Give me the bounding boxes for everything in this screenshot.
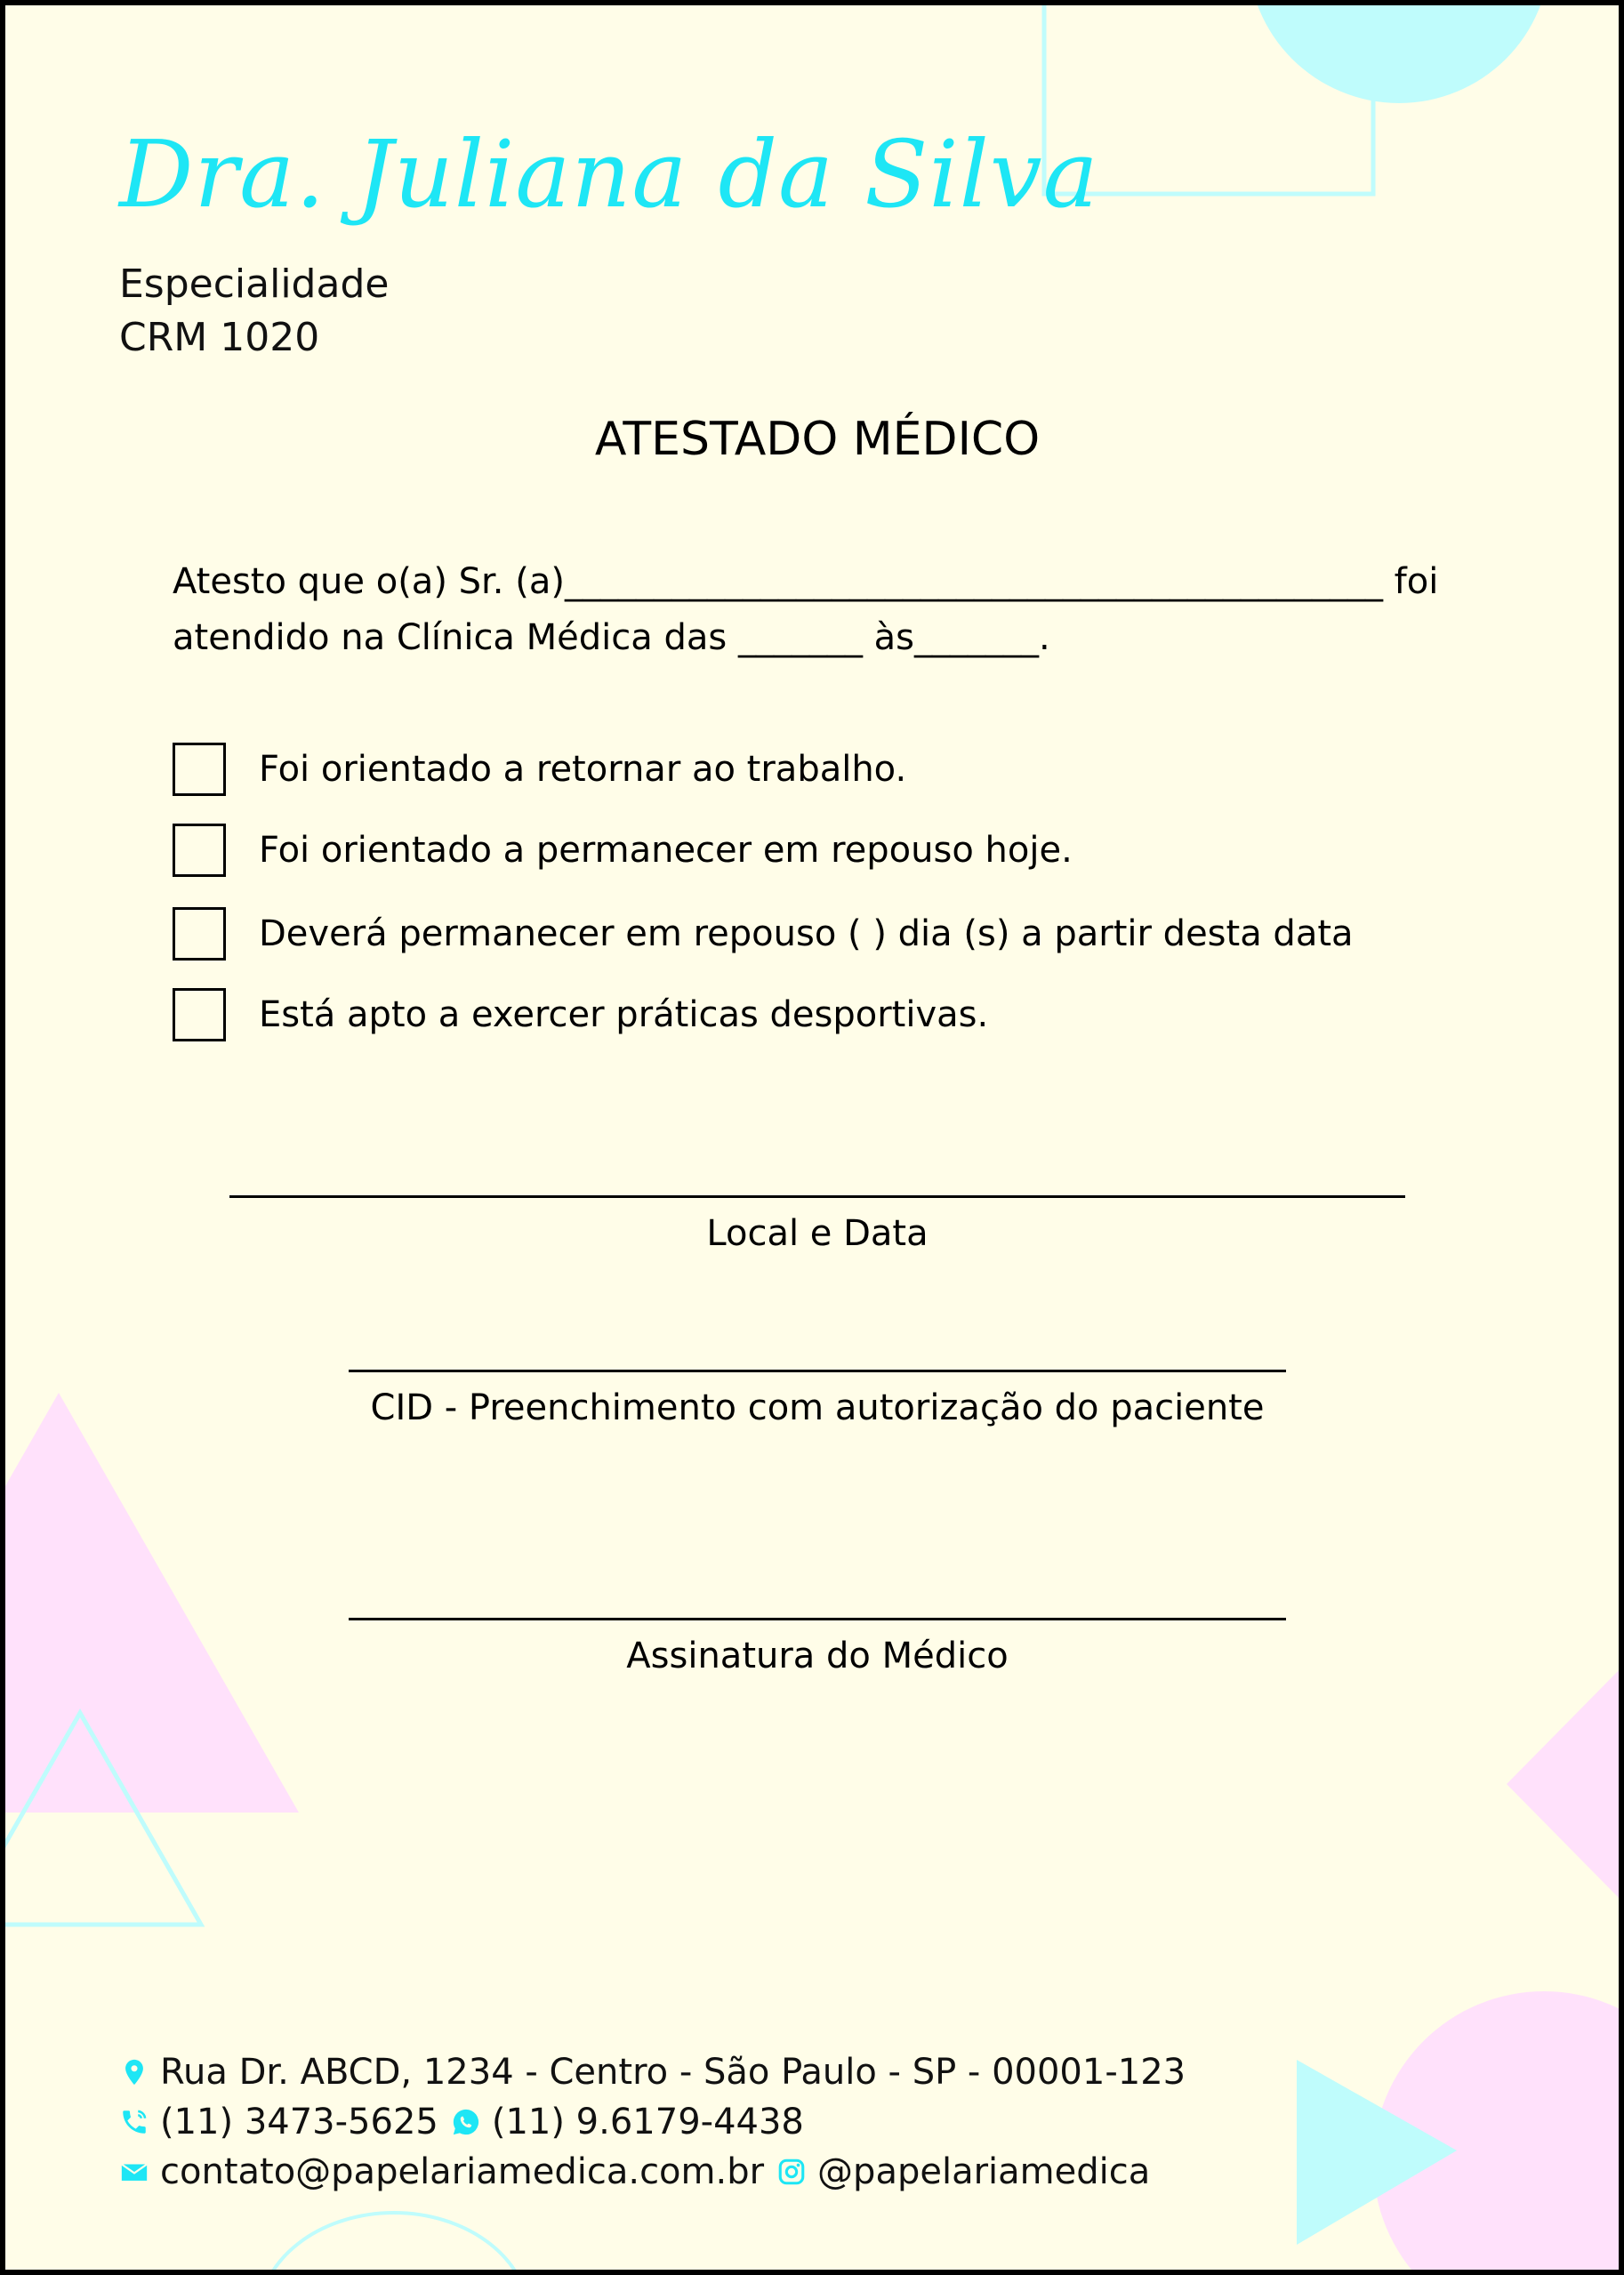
instagram-icon — [776, 2157, 807, 2187]
whatsapp-text: (11) 9.6179-4438 — [491, 2102, 804, 2142]
local-data-caption: Local e Data — [706, 1213, 929, 1254]
option-label: Foi orientado a permanecer em repouso hoje. — [259, 830, 1073, 871]
option-return-to-work[interactable] — [173, 741, 906, 798]
local-data-line — [229, 1195, 1405, 1198]
right-pink-diamond-shape — [1507, 1660, 1624, 1909]
option-rest-days[interactable] — [173, 905, 1354, 962]
doctor-specialty: Especialidade — [119, 261, 390, 307]
option-rest-today[interactable] — [173, 822, 1073, 879]
checkbox[interactable] — [173, 743, 226, 796]
phone-text: (11) 3473-5625 — [160, 2102, 438, 2142]
address-text: Rua Dr. ABCD, 1234 - Centro - São Paulo - SP - 00001-123 — [160, 2052, 1186, 2093]
top-cyan-circle-shape — [1248, 5, 1550, 103]
signature-line — [349, 1618, 1286, 1620]
left-pink-triangle-shape — [5, 1393, 299, 1813]
checkbox[interactable] — [173, 988, 226, 1041]
footer-phones — [119, 2101, 804, 2143]
phone-icon — [119, 2107, 149, 2137]
footer-address — [119, 2051, 1186, 2094]
map-pin-icon — [119, 2057, 149, 2087]
doctor-name: Dra. Juliana da Silva — [119, 120, 1099, 229]
statement-line-1: Atesto que o(a) Sr. (a)______________________________________________ foi — [173, 561, 1439, 602]
signature-caption: Assinatura do Médico — [626, 1636, 1009, 1676]
mail-icon — [119, 2157, 149, 2187]
document-title: ATESTADO MÉDICO — [594, 413, 1041, 466]
checkbox[interactable] — [173, 824, 226, 877]
statement-line-2: atendido na Clínica Médica das _______ às_______. — [173, 617, 1050, 658]
checkbox[interactable] — [173, 907, 226, 961]
bottom-cyan-arc-outline — [259, 2213, 529, 2275]
footer-online — [119, 2150, 1150, 2193]
option-fit-for-sports[interactable] — [173, 986, 988, 1043]
option-label: Deverá permanecer em repouso ( ) dia (s) a partir desta data — [259, 913, 1354, 954]
instagram-text[interactable]: @papelariamedica — [817, 2151, 1151, 2192]
option-label: Está apto a exercer práticas desportivas. — [259, 994, 989, 1035]
cid-caption: CID - Preenchimento com autorização do paciente — [370, 1387, 1265, 1428]
whatsapp-icon — [451, 2107, 481, 2137]
cid-line — [349, 1370, 1286, 1372]
option-label: Foi orientado a retornar ao trabalho. — [259, 749, 907, 790]
doctor-crm: CRM 1020 — [119, 315, 320, 360]
email-text[interactable]: contato@papelariamedica.com.br — [160, 2151, 765, 2192]
